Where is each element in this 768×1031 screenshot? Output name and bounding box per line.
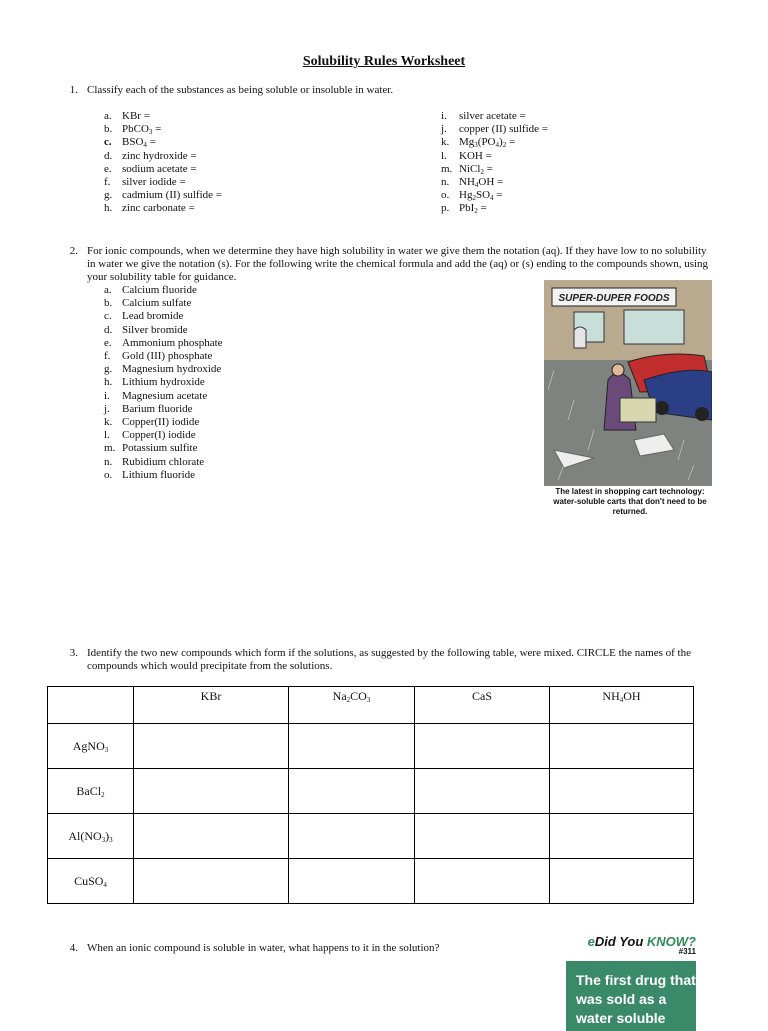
item-text: zinc hydroxide =: [122, 149, 197, 162]
item-letter: i.: [441, 110, 447, 122]
table-row: [48, 814, 694, 859]
answer-cell[interactable]: [289, 724, 415, 769]
item-letter: e.: [104, 162, 112, 175]
item-letter: g.: [104, 189, 113, 202]
table-column-header: $NH_4OH$: [550, 687, 694, 724]
answer-cell[interactable]: [289, 814, 415, 859]
answer-cell[interactable]: [415, 859, 550, 904]
item-letter: l.: [441, 149, 447, 162]
list-item: [104, 456, 223, 469]
item-letter: a.: [104, 284, 112, 296]
answer-cell[interactable]: [550, 769, 694, 814]
item-text: sodium acetate =: [122, 162, 197, 175]
table-row: [48, 769, 694, 814]
dyk-head-1: Did You: [594, 934, 647, 949]
list-item: [104, 324, 223, 337]
list-item: [104, 363, 223, 376]
item-letter: m.: [441, 162, 453, 175]
question-number: 2.: [69, 245, 78, 257]
did-you-know-header: [566, 934, 696, 956]
list-item: [441, 123, 548, 136]
answer-cell[interactable]: [550, 724, 694, 769]
item-text: Barium fluoride: [122, 402, 193, 415]
list-item: [441, 189, 548, 202]
item-text: Lithium hydroxide: [122, 376, 205, 389]
item-letter: e.: [104, 336, 112, 349]
item-letter: n.: [441, 176, 450, 189]
item-text: Silver bromide: [122, 323, 188, 336]
item-letter: l.: [104, 429, 110, 442]
table-header-row: [48, 687, 694, 724]
item-text: copper (II) sulfide =: [459, 123, 548, 136]
table-row-header: $Al(NO_3)_3$: [48, 814, 134, 859]
list-item: [104, 429, 223, 442]
item-letter: o.: [441, 189, 450, 202]
precipitate-table: [47, 686, 694, 904]
item-text: silver acetate =: [459, 110, 526, 122]
table-corner-cell: [48, 687, 134, 724]
item-letter: j.: [104, 402, 110, 415]
dyk-number: #311: [678, 947, 696, 956]
item-text: PbI$_2$ =: [459, 202, 487, 216]
table-column-header: CaS: [415, 687, 550, 724]
item-text: Magnesium hydroxide: [122, 363, 222, 376]
item-letter: p.: [441, 202, 450, 215]
table-row-header: AgNO$_3$: [48, 724, 134, 769]
list-item: [104, 337, 223, 350]
list-item: [104, 350, 223, 363]
question-text: For ionic compounds, when we determine they have high solubility in water we give them the notation (aq). If they have low to no solubility in water we give the notation (s). For the following write the chemical formula and add the (aq) or (s) ending to the compounds shown, using your solubility table for guidance.: [87, 245, 709, 283]
list-item: [104, 416, 223, 429]
item-letter: m.: [104, 442, 116, 455]
item-letter: i.: [104, 389, 110, 402]
item-text: Lithium fluoride: [122, 468, 196, 481]
answer-cell[interactable]: [134, 859, 289, 904]
item-text: NiCl$_2$ =: [459, 162, 493, 176]
table-row-header: BaCl$_2$: [48, 769, 134, 814]
item-text: $BSO_4$ =: [122, 136, 156, 150]
table-row: [48, 724, 694, 769]
item-text: cadmium (II) sulfide =: [122, 189, 222, 202]
dyk-prefix: e: [587, 934, 595, 949]
list-item: [104, 189, 222, 202]
list-item: [104, 390, 223, 403]
list-item: [104, 123, 222, 136]
list-item: [104, 163, 222, 176]
question-text: Classify each of the substances as being soluble or insoluble in water.: [87, 84, 394, 96]
item-text: KBr =: [122, 110, 150, 122]
list-item: [104, 442, 223, 455]
item-letter: n.: [104, 455, 113, 468]
list-item: [441, 136, 548, 149]
answer-cell[interactable]: [289, 859, 415, 904]
item-text: Rubidium chlorate: [122, 455, 205, 468]
answer-cell[interactable]: [415, 724, 550, 769]
item-text: $NH_4OH$ =: [459, 176, 504, 190]
list-item: [104, 136, 222, 149]
answer-cell[interactable]: [134, 769, 289, 814]
item-text: Magnesium acetate: [122, 389, 208, 402]
item-text: Calcium sulfate: [122, 297, 192, 310]
item-text: Potassium sulfite: [122, 442, 198, 455]
answer-cell[interactable]: [134, 814, 289, 859]
q1-list-left: [104, 110, 222, 216]
question-number: 3.: [69, 647, 78, 659]
item-letter: j.: [441, 123, 447, 136]
list-item: [104, 150, 222, 163]
item-letter: f.: [104, 350, 111, 363]
list-item: [104, 110, 222, 123]
page-title: Solubility Rules Worksheet: [302, 54, 466, 69]
item-text: $Hg_2SO_4$ =: [459, 189, 503, 203]
list-item: [441, 110, 548, 123]
list-item: [104, 284, 223, 297]
item-text: zinc carbonate =: [122, 202, 195, 215]
item-text: Lead bromide: [122, 310, 184, 323]
list-item: [104, 310, 223, 323]
item-letter: a.: [104, 110, 112, 122]
question-text: Identify the two new compounds which form if the solutions, as suggested by the following table, were mixed. CIRCLE the names of the compounds which would precipitate from the solutions.: [87, 647, 691, 672]
list-item: [104, 403, 223, 416]
table-row-header: CuSO$_4$: [48, 859, 134, 904]
list-item: [441, 163, 548, 176]
item-letter: d.: [104, 149, 113, 162]
answer-cell[interactable]: [134, 724, 289, 769]
list-item: [104, 376, 223, 389]
item-text: Copper(II) iodide: [122, 416, 200, 429]
did-you-know-box: The first drug that was sold as a water soluble: [566, 961, 696, 1031]
table-row: [48, 859, 694, 904]
item-text: Copper(I) iodide: [122, 429, 196, 442]
list-item: [104, 297, 223, 310]
item-text: KOH =: [459, 149, 492, 162]
item-text: Ammonium phosphate: [122, 336, 223, 349]
item-letter: k.: [104, 416, 113, 429]
list-item: [441, 150, 548, 163]
item-letter: o.: [104, 468, 113, 481]
item-letter: k.: [441, 136, 450, 149]
item-letter: d.: [104, 323, 113, 336]
item-letter: b.: [104, 297, 113, 310]
item-text: Calcium fluoride: [122, 284, 197, 296]
table-column-header: $Na_2CO_3$: [289, 687, 415, 724]
item-text: $Mg_3(PO_4)_2$ =: [459, 136, 516, 150]
answer-cell[interactable]: [550, 814, 694, 859]
question-text: When an ionic compound is soluble in water, what happens to it in the solution?: [87, 942, 440, 954]
cartoon-caption: The latest in shopping cart technology: water-soluble carts that don't need to be returned.: [553, 487, 707, 516]
item-letter: f.: [104, 176, 111, 189]
shopping-cart-cartoon: [544, 280, 712, 486]
answer-cell[interactable]: [415, 814, 550, 859]
question-number: 4.: [69, 942, 78, 954]
item-text: silver iodide =: [122, 176, 186, 189]
list-item: [104, 176, 222, 189]
dyk-head-2: KNOW?: [646, 934, 696, 949]
item-text: PbCO$_3$ =: [122, 123, 162, 137]
item-letter: h.: [104, 376, 113, 389]
item-text: Gold (III) phosphate: [122, 350, 213, 363]
list-item: [441, 202, 548, 215]
q2-list: [104, 284, 223, 482]
item-letter: g.: [104, 363, 113, 376]
item-letter: b.: [104, 123, 113, 136]
q1-list-right: [441, 110, 548, 216]
list-item: [104, 469, 223, 482]
list-item: [441, 176, 548, 189]
list-item: [104, 202, 222, 215]
item-letter: h.: [104, 202, 113, 215]
table-column-header: KBr: [134, 687, 289, 724]
answer-cell[interactable]: [550, 859, 694, 904]
item-letter: c.: [104, 136, 112, 149]
item-letter: c.: [104, 310, 112, 323]
answer-cell[interactable]: [289, 769, 415, 814]
store-sign: SUPER-DUPER FOODS: [558, 293, 670, 304]
question-number: 1.: [69, 84, 78, 96]
answer-cell[interactable]: [415, 769, 550, 814]
